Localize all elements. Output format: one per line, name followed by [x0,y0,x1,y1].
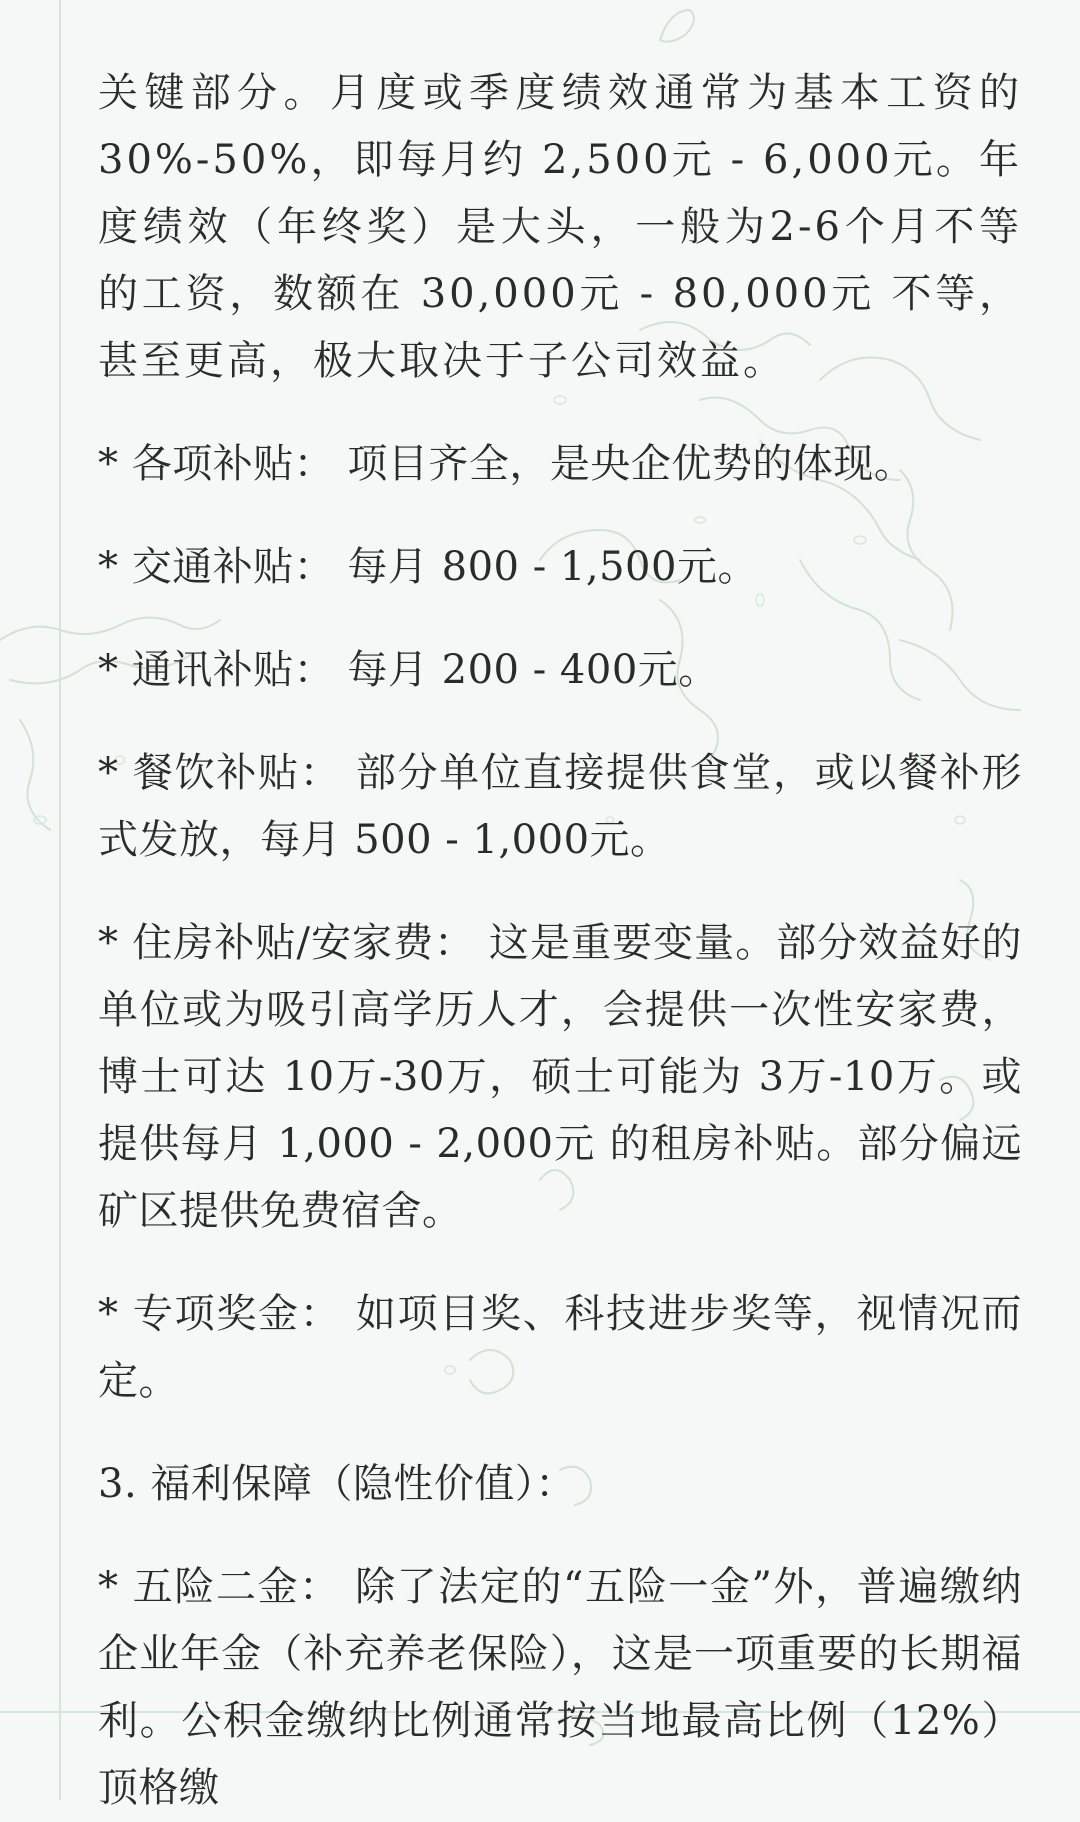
section-heading-benefits: 3. 福利保障（隐性价值）： [98,1461,576,1507]
contour-line [660,10,694,42]
paragraph-transport-allowance: * 交通补贴： 每月 800 - 1,500元。 [98,544,758,590]
contour-line [20,720,50,830]
paragraph-allowances-intro: * 各项补贴： 项目齐全，是央企优势的体现。 [98,441,915,487]
paragraph-communication-allowance: * 通讯补贴： 每月 200 - 400元。 [98,647,719,693]
paragraph-performance-pay: 关键部分。月度或季度绩效通常为基本工资的30%-50%，即每月约 2,500元 - 6,000元。年度绩效（年终奖）是大头，一般为2-6个月不等的工资，数额在 30,000元 - 80,000元 不等，甚至更高，极大取决于子公司效益。 [98,70,1022,384]
paragraph-housing-allowance: * 住房补贴/安家费： 这是重要变量。部分效益好的单位或为吸引高学历人才，会提供一次性安家费，博士可达 10万-30万，硕士可能为 3万-10万。或提供每月 1,000 - 2,000元 的租房补贴。部分偏远矿区提供免费宿舍。 [98,920,1022,1234]
contour-dot [34,816,46,824]
paragraph-meal-allowance: * 餐饮补贴： 部分单位直接提供食堂，或以餐补形式发放，每月 500 - 1,000元。 [98,750,1022,863]
article-body [98,60,1022,1822]
paragraph-insurance-funds: * 五险二金： 除了法定的“五险一金”外，普遍缴纳企业年金（补充养老保险），这是一项重要的长期福利。公积金缴纳比例通常按当地最高比例（12%）顶格缴 [98,1564,1022,1811]
paragraph-special-bonus: * 专项奖金： 如项目奖、科技进步奖等，视情况而定。 [98,1291,1022,1404]
